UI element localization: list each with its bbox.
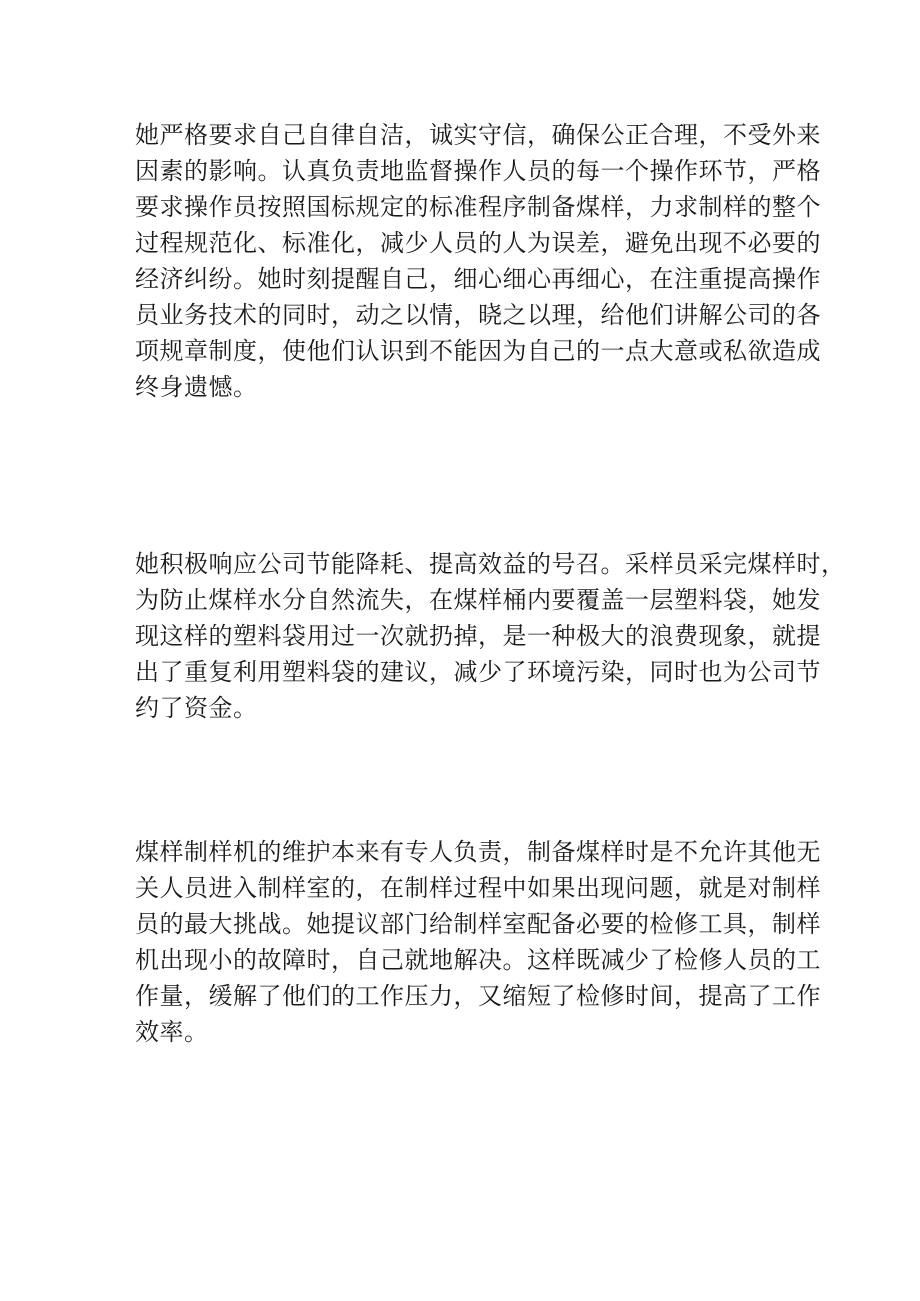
paragraph-3 bbox=[135, 834, 821, 1050]
paragraph-line: 关人员进入制样室的，在制样过程中如果出现问题，就是对制样 bbox=[135, 874, 821, 902]
paragraph-line: 要求操作员按照国标规定的标准程序制备煤样，力求制样的整个 bbox=[135, 193, 821, 221]
paragraph-line: 出了重复利用塑料袋的建议，减少了环境污染，同时也为公司节 bbox=[135, 658, 821, 686]
paragraph-line: 约了资金。 bbox=[135, 694, 258, 722]
paragraph-line: 机出现小的故障时，自己就地解决。这样既减少了检修人员的工 bbox=[135, 946, 821, 974]
paragraph-line: 作量，缓解了他们的工作压力，又缩短了检修时间，提高了工作 bbox=[135, 982, 821, 1010]
paragraph-line: 煤样制样机的维护本来有专人负责，制备煤样时是不允许其他无 bbox=[135, 838, 821, 866]
paragraph-line: 员的最大挑战。她提议部门给制样室配备必要的检修工具，制样 bbox=[135, 910, 821, 938]
paragraph-line: 终身遗憾。 bbox=[135, 373, 258, 401]
paragraph-line: 她积极响应公司节能降耗、提高效益的号召。采样员采完煤样时， bbox=[135, 550, 846, 578]
paragraph-line: 项规章制度，使他们认识到不能因为自己的一点大意或私欲造成 bbox=[135, 337, 821, 365]
paragraph-line: 员业务技术的同时，动之以情，晓之以理，给他们讲解公司的各 bbox=[135, 301, 821, 329]
paragraph-1 bbox=[135, 117, 821, 405]
paragraph-line: 为防止煤样水分自然流失，在煤样桶内要覆盖一层塑料袋，她发 bbox=[135, 586, 821, 614]
paragraph-line: 因素的影响。认真负责地监督操作人员的每一个操作环节，严格 bbox=[135, 157, 821, 185]
paragraph-line: 效率。 bbox=[135, 1018, 209, 1046]
paragraph-line: 她严格要求自己自律自洁，诚实守信，确保公正合理，不受外来 bbox=[135, 121, 821, 149]
paragraph-line: 过程规范化、标准化，减少人员的人为误差，避免出现不必要的 bbox=[135, 229, 821, 257]
paragraph-line: 现这样的塑料袋用过一次就扔掉，是一种极大的浪费现象，就提 bbox=[135, 622, 821, 650]
paragraph-2 bbox=[135, 546, 846, 726]
paragraph-line: 经济纠纷。她时刻提醒自己，细心细心再细心，在注重提高操作 bbox=[135, 265, 821, 293]
